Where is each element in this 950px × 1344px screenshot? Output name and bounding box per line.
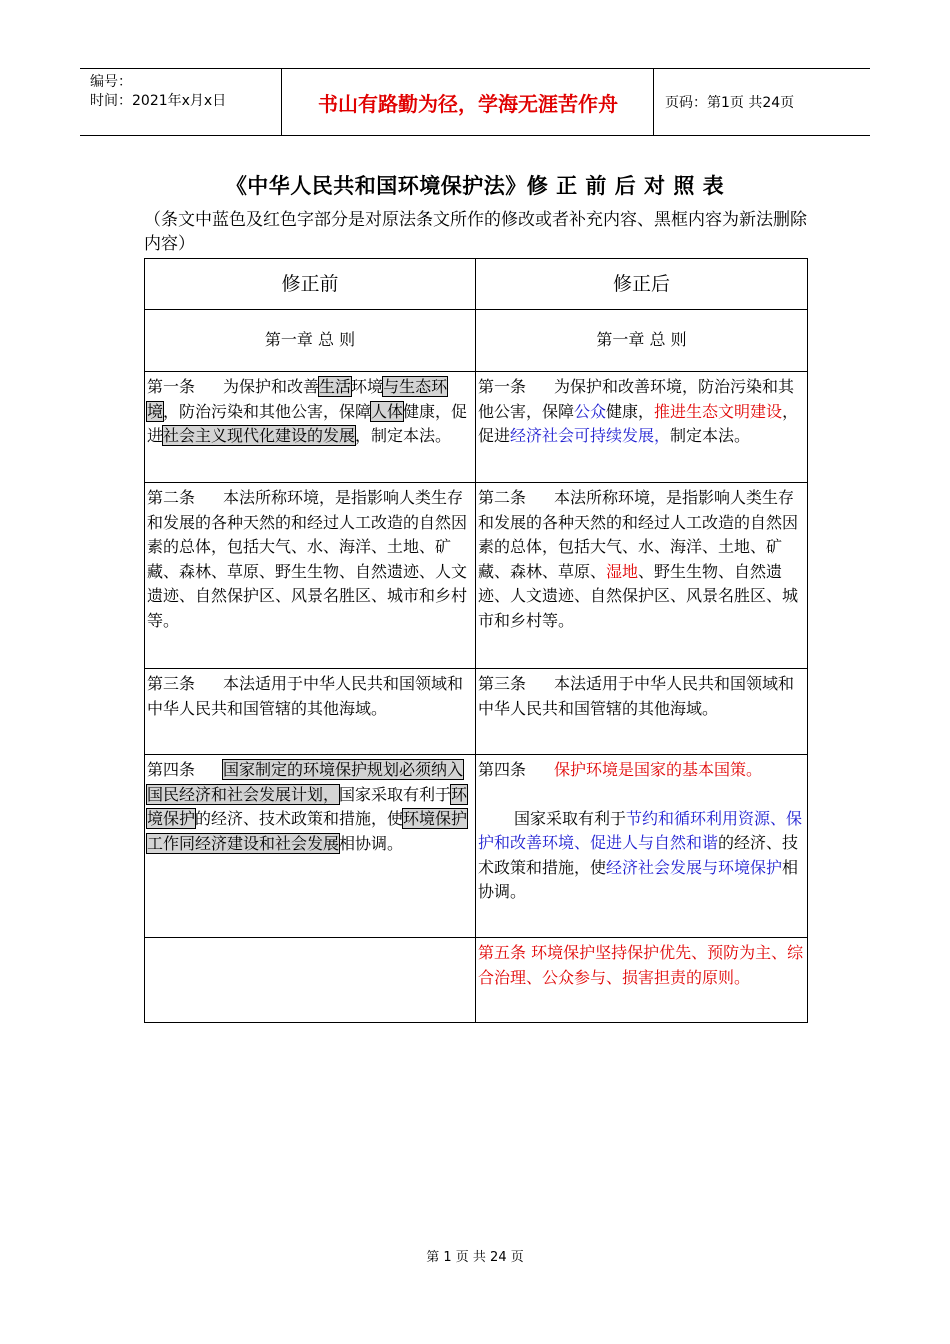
header-page-info: 页码：第1页 共24页	[665, 95, 795, 111]
deleted-text: 环境保护工作同经济建设和社会发展	[147, 809, 468, 853]
article3-after: 第三条 本法适用于中华人民共和国领域和中华人民共和国管辖的其他海域。	[476, 669, 808, 755]
date-label: 时间：2021年x月x日	[90, 93, 227, 109]
document-title: 《中华人民共和国环境保护法》修 正 前 后 对 照 表	[225, 173, 725, 198]
header-meta	[80, 69, 282, 135]
modified-text: 经济社会可持续发展，	[510, 426, 671, 445]
col-before-header: 修正前	[145, 259, 476, 310]
article-number: 第二条	[478, 488, 527, 507]
added-text: 保护环境是国家的基本国策。	[554, 760, 763, 779]
modified-text: 经济社会发展与环境保护	[606, 857, 783, 877]
article2-after: 第二条 本法所称环境，是指影响人类生存和发展的各种天然的和经过人工改造的自然因素的总体，包括大气、水、海洋、土地、矿藏、森林、草原、湿地、野生生物、自然遗迹、人文遗迹、自然保护区、风景名胜区、城市和乡村等。	[476, 483, 808, 669]
article-number: 第四条	[478, 760, 527, 779]
modified-text: 公众	[574, 401, 607, 421]
article-number: 第三条	[478, 674, 527, 693]
table-row	[145, 310, 808, 372]
article4-after: 第四条 保护环境是国家的基本国策。 国家采取有利于节约和循环利用资源、保护和改善环境、促进人与自然和谐的经济、技术政策和措施，使经济社会发展与环境保护相协调。	[476, 755, 808, 938]
article3-before: 第三条 本法适用于中华人民共和国领域和中华人民共和国管辖的其他海域。	[145, 669, 476, 755]
col-after-header: 修正后	[476, 259, 808, 310]
article1-after: 第一条 为保护和改善环境，防治污染和其他公害，保障公众健康，推进生态文明建设，促进经济社会可持续发展，制定本法。	[476, 372, 808, 483]
chapter-after: 第一章 总 则	[476, 310, 808, 372]
added-text: 第五条 环境保护坚持保护优先、预防为主、综合治理、公众参与、损害担责的原则。	[478, 943, 804, 987]
article-number: 第一条	[147, 377, 196, 396]
article5-after	[476, 938, 808, 1023]
added-text: 湿地	[606, 561, 639, 581]
deleted-text: 人体	[371, 401, 404, 421]
table-row	[145, 669, 808, 755]
article5-before	[145, 938, 476, 1023]
deleted-text: 与生态环境	[147, 377, 448, 421]
deleted-text: 环境保护	[147, 784, 468, 828]
article4-before: 第四条 国家制定的环境保护规划必须纳入国民经济和社会发展计划，国家采取有利于环境保护的经济、技术政策和措施，使环境保护工作同经济建设和社会发展相协调。	[145, 755, 476, 938]
page-footer: 第 1 页 共 24 页	[426, 1250, 524, 1265]
added-text: 推进生态文明建设	[654, 401, 783, 421]
modified-text: 节约和循环利用资源、保护和改善环境、促进人与自然和谐	[478, 808, 803, 852]
number-label: 编号：	[90, 74, 132, 90]
comparison-table	[144, 258, 808, 1023]
article-number: 第一条	[478, 377, 527, 396]
table-row	[145, 483, 808, 669]
article-number: 第三条	[147, 674, 196, 693]
header-motto: 书山有路勤为径，学海无涯苦作舟	[283, 69, 654, 135]
chapter-before: 第一章 总 则	[145, 310, 476, 372]
article1-before: 第一条 为保护和改善生活环境与生态环境，防治污染和其他公害，保障人体健康，促进社会主义现代化建设的发展，制定本法。	[145, 372, 476, 483]
article-number: 第四条	[147, 760, 196, 779]
article-number: 第二条	[147, 488, 196, 507]
table-row	[145, 372, 808, 483]
article2-before: 第二条 本法所称环境，是指影响人类生存和发展的各种天然的和经过人工改造的自然因素的总体，包括大气、水、海洋、土地、矿藏、森林、草原、野生生物、自然遗迹、人文遗迹、自然保护区、风景名胜区、城市和乡村等。	[145, 483, 476, 669]
document-note: （条文中蓝色及红色字部分是对原法条文所作的修改或者补充内容、黑框内容为新法删除内容）	[144, 210, 807, 254]
page-header	[80, 68, 870, 136]
deleted-text: 社会主义现代化建设的发展	[163, 426, 356, 445]
deleted-text: 国家制定的环境保护规划必须纳入国民经济和社会发展计划，	[147, 760, 464, 804]
deleted-text: 生活	[319, 377, 352, 396]
table-header-row	[145, 259, 808, 310]
table-row	[145, 755, 808, 938]
table-row	[145, 938, 808, 1023]
